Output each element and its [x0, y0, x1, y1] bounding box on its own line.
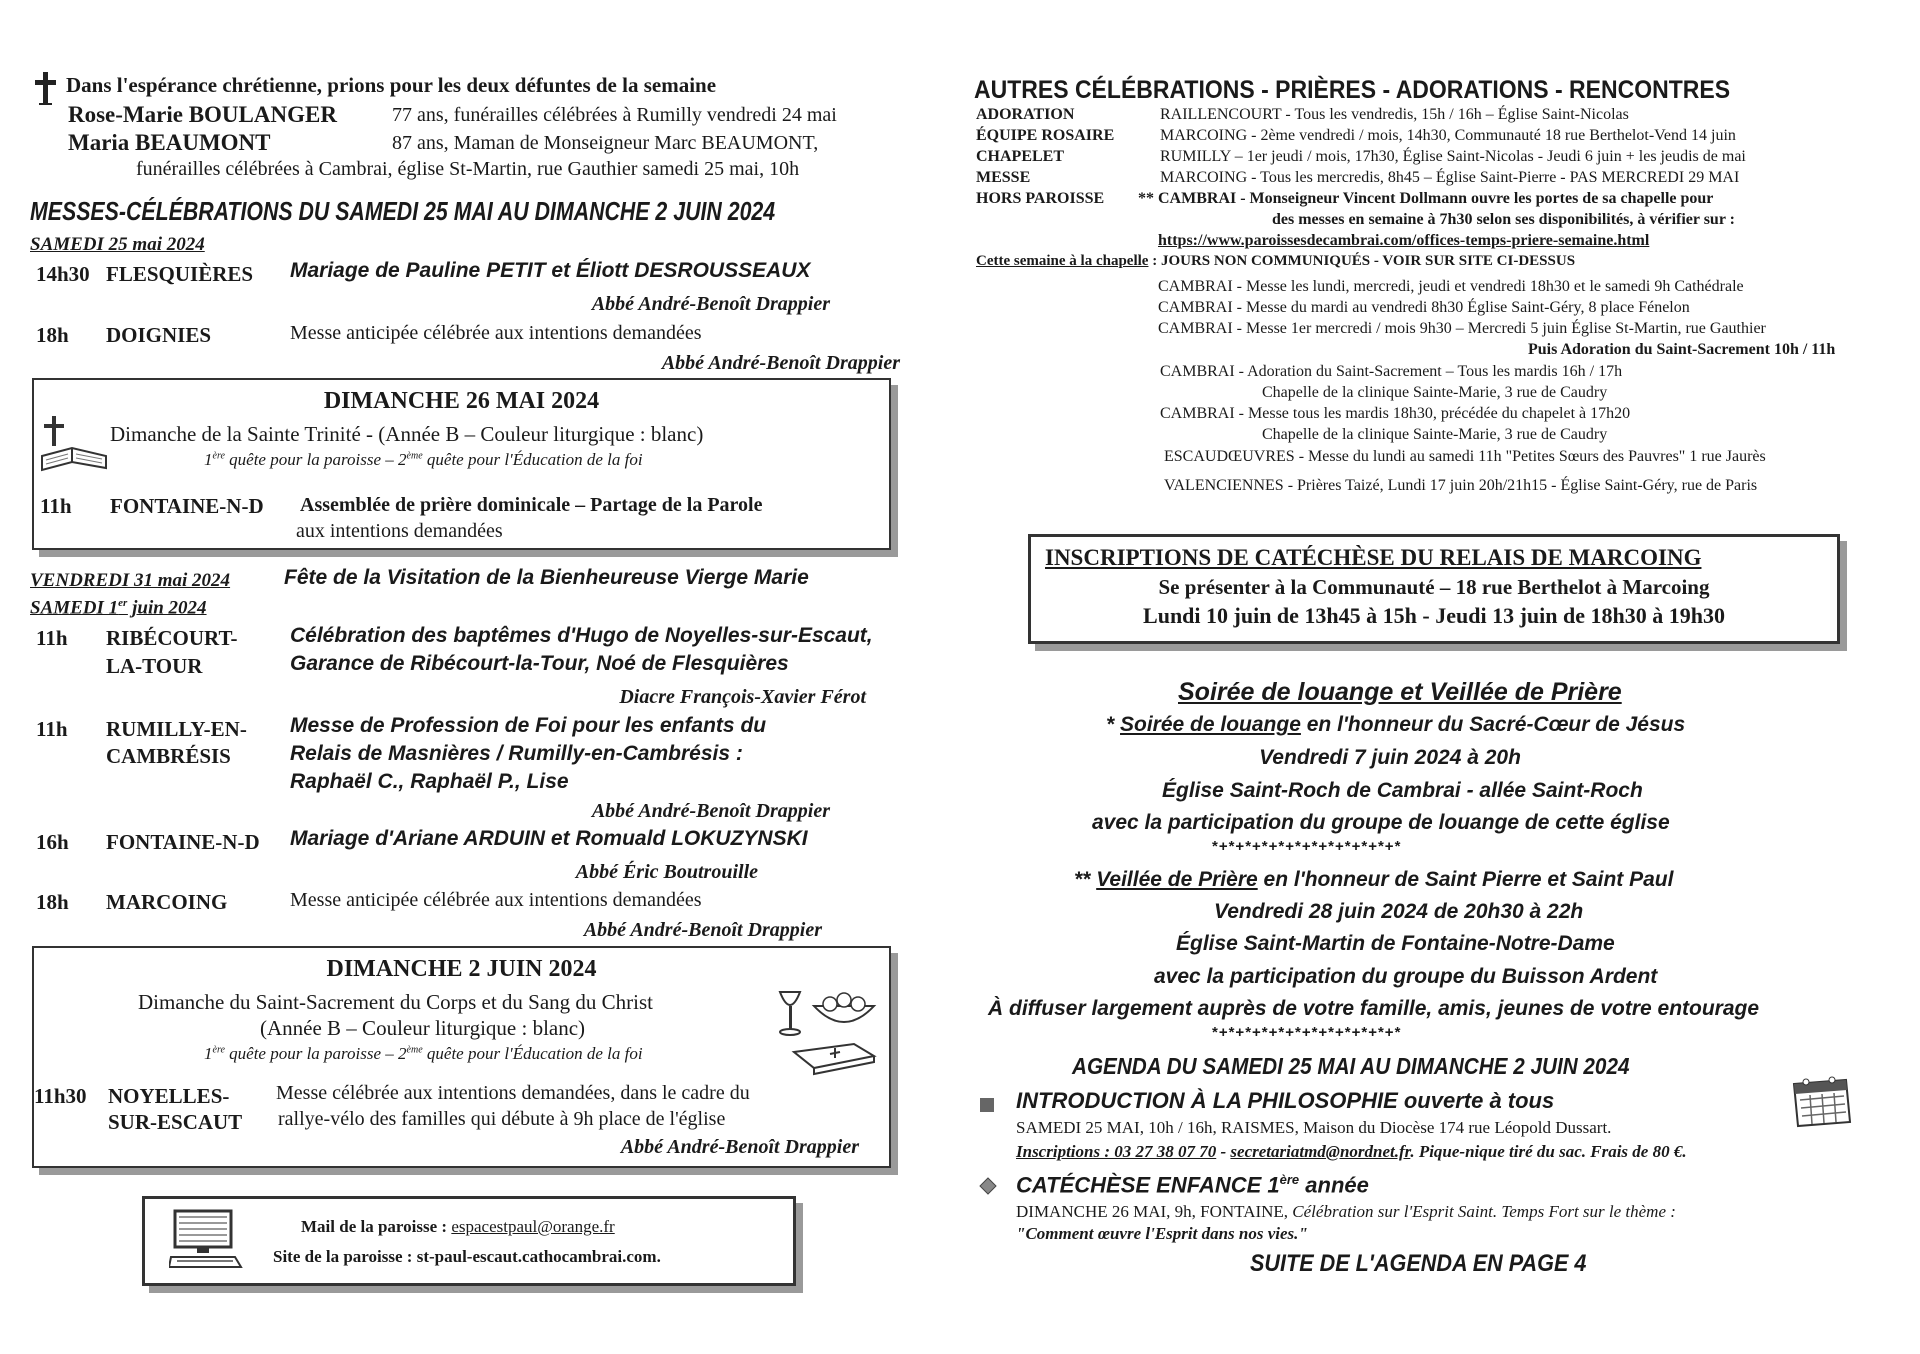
row-text: RAILLENCOURT - Tous les vendredis, 15h / 16h – Église Saint-Nicolas [1160, 106, 1629, 123]
dimanche-2-title: DIMANCHE 2 JUIN 2024 [326, 956, 597, 982]
event-time: 11h [40, 494, 72, 518]
cambrai-line: CAMBRAI - Messe du mardi au vendredi 8h30 Église Saint-Géry, 8 place Fénelon [1158, 299, 1690, 316]
cambrai-line: CAMBRAI - Messe les lundi, mercredi, jeudi et vendredi 18h30 et le samedi 9h Cathédrale [1158, 278, 1744, 295]
event-time: 16h [36, 830, 69, 854]
dimanche-26-quete: 1ère quête pour la paroisse – 2ème quête pour l'Éducation de la foi [204, 450, 643, 469]
soiree-line-7: Église Saint-Martin de Fontaine-Notre-Dame [1176, 932, 1615, 955]
chalice-icon [774, 982, 884, 1078]
defunt-2-name: Maria BEAUMONT [68, 130, 271, 155]
inscriptions-title: INSCRIPTIONS DE CATÉCHÈSE DU RELAIS DE MARCOING [1045, 545, 1702, 570]
dimanche-26-sub: Dimanche de la Sainte Trinité - (Année B – Couleur liturgique : blanc) [110, 422, 704, 446]
event-desc-3: Raphaël C., Raphaël P., Lise [290, 770, 569, 793]
row-text: ** CAMBRAI - Monseigneur Vincent Dollmann ouvre les portes de sa chapelle pour [1138, 190, 1714, 207]
bullet-square-icon [980, 1098, 994, 1112]
event-place: MARCOING [106, 890, 228, 914]
event-time: 18h [36, 323, 69, 347]
event-desc: Mariage de Pauline PETIT et Éliott DESROUSSEAUX [290, 259, 811, 282]
soiree-line-3: Église Saint-Roch de Cambrai - allée Saint-Roch [1162, 779, 1643, 802]
event-desc: Messe de Profession de Foi pour les enfants du [290, 714, 767, 737]
sam25-date: SAMEDI 25 mai 2024 [30, 234, 205, 255]
event-time: 14h30 [36, 262, 90, 286]
event-place: RUMILLY-EN- [106, 717, 247, 741]
row-label: ADORATION [976, 106, 1075, 123]
cambrai-line: CAMBRAI - Messe tous les mardis 18h30, précédée du chapelet à 17h20 [1160, 405, 1631, 422]
event-desc: Mariage d'Ariane ARDUIN et Romuald LOKUZYNSKI [290, 827, 808, 850]
dimanche-26-box [32, 378, 891, 550]
event-desc-2: Relais de Masnières / Rumilly-en-Cambrésis : [290, 742, 743, 765]
dimanche-2-sub2: (Année B – Couleur liturgique : blanc) [260, 1016, 586, 1040]
dimanche-2-box [32, 946, 891, 1168]
event-celebrant: Abbé André-Benoît Drappier [620, 1136, 859, 1158]
inscriptions-box [1028, 534, 1840, 644]
soiree-title: Soirée de louange et Veillée de Prière [1178, 678, 1622, 706]
site-line: Site de la paroisse : st-paul-escaut.cathocambrai.com. [273, 1247, 661, 1266]
event-desc-2: Garance de Ribécourt-la-Tour, Noé de Flesquières [290, 652, 789, 675]
row-label: MESSE [976, 169, 1031, 186]
secretariat-mail-link[interactable]: secretariatmd@nordnet.fr [1230, 1142, 1411, 1161]
row-text: RUMILLY – 1er jeudi / mois, 17h30, Église Saint-Nicolas - Jeudi 6 juin + les jeudis de mai [1160, 148, 1746, 165]
hors-url[interactable]: https://www.paroissesdecambrai.com/offices-temps-priere-semaine.html [1158, 232, 1650, 249]
event-time: 18h [36, 890, 69, 914]
autres-title: AUTRES CÉLÉBRATIONS - PRIÈRES - ADORATIONS - RENCONTRES [974, 76, 1731, 104]
messes-title: MESSES-CÉLÉBRATIONS DU SAMEDI 25 MAI AU DIMANCHE 2 JUIN 2024 [30, 196, 776, 226]
event-celebrant: Abbé André-Benoît Drappier [591, 800, 830, 822]
agenda-item-2-quote: "Comment œuvre l'Esprit dans nos vies." [1016, 1224, 1308, 1243]
chapelle-line: Cette semaine à la chapelle : JOURS NON COMMUNIQUÉS - VOIR SUR SITE CI-DESSUS [976, 253, 1576, 269]
cambrai-line: Chapelle de la clinique Sainte-Marie, 3 rue de Caudry [1262, 426, 1608, 443]
agenda-item-2-title: CATÉCHÈSE ENFANCE 1ère année [1016, 1172, 1369, 1198]
event-place: DOIGNIES [106, 323, 212, 347]
defunt-1-name: Rose-Marie BOULANGER [68, 102, 337, 127]
computer-icon [169, 1207, 249, 1273]
dimanche-2-quete: 1ère quête pour la paroisse – 2ème quête pour l'Éducation de la foi [204, 1044, 643, 1063]
cambrai-line: VALENCIENNES - Prières Taizé, Lundi 17 juin 20h/21h15 - Église Saint-Géry, rue de Paris [1164, 477, 1758, 494]
soiree-line-4: avec la participation du groupe de louange de cette église [1092, 811, 1670, 834]
defunt-1-text: 77 ans, funérailles célébrées à Rumilly vendredi 24 mai [392, 104, 837, 126]
row-label: CHAPELET [976, 148, 1065, 165]
bible-icon [38, 412, 110, 478]
event-time: 11h [36, 717, 68, 741]
mail-line: Mail de la paroisse : espacestpaul@orange.fr [301, 1217, 615, 1236]
event-celebrant: Diacre François-Xavier Férot [619, 686, 866, 708]
cambrai-line: Puis Adoration du Saint-Sacrement 10h / 11h [1528, 341, 1836, 358]
event-celebrant: Abbé André-Benoît Drappier [591, 293, 830, 315]
event-place: NOYELLES- [108, 1084, 230, 1108]
agenda-title: AGENDA DU SAMEDI 25 MAI AU DIMANCHE 2 JUIN 2024 [1072, 1053, 1630, 1079]
dimanche-26-title: DIMANCHE 26 MAI 2024 [323, 388, 600, 414]
soiree-line-1: * Soirée de louange en l'honneur du Sacré-Cœur de Jésus [1106, 713, 1686, 736]
soiree-stars-2: *+*+*+*+*+*+*+*+*+*+*+* [1212, 1024, 1402, 1041]
row-text: MARCOING - 2ème vendredi / mois, 14h30, Communauté 18 rue Berthelot-Vend 14 juin [1160, 127, 1736, 144]
event-place: FLESQUIÈRES [106, 262, 254, 286]
event-celebrant: Abbé Éric Boutrouille [575, 861, 758, 883]
sam1-date: SAMEDI 1er juin 2024 [30, 597, 207, 619]
agenda-item-1-line: SAMEDI 25 MAI, 10h / 16h, RAISMES, Maison du Diocèse 174 rue Léopold Dussart. [1016, 1118, 1612, 1137]
event-desc: Messe anticipée célébrée aux intentions demandées [290, 322, 702, 344]
contact-box [142, 1196, 796, 1286]
event-desc: Assemblée de prière dominicale – Partage de la Parole [300, 494, 763, 516]
dimanche-2-sub1: Dimanche du Saint-Sacrement du Corps et du Sang du Christ [138, 990, 654, 1014]
defunt-2-text: 87 ans, Maman de Monseigneur Marc BEAUMONT, [392, 132, 819, 154]
event-desc: Messe célébrée aux intentions demandées, dans le cadre du [276, 1082, 750, 1104]
cross-icon [33, 70, 59, 106]
bullet-diamond-icon [978, 1176, 998, 1196]
event-place: FONTAINE-N-D [110, 494, 264, 518]
event-desc: Célébration des baptêmes d'Hugo de Noyelles-sur-Escaut, [290, 624, 873, 647]
event-desc: Messe anticipée célébrée aux intentions demandées [290, 889, 702, 911]
soiree-line-2: Vendredi 7 juin 2024 à 20h [1259, 746, 1521, 769]
event-place: RIBÉCOURT- [106, 626, 238, 650]
mail-link[interactable]: espacestpaul@orange.fr [451, 1217, 615, 1236]
defunts-intro: Dans l'espérance chrétienne, prions pour les deux défuntes de la semaine [66, 73, 717, 97]
event-desc-2: rallye-vélo des familles qui débute à 9h place de l'église [278, 1108, 726, 1130]
row-label: HORS PAROISSE [976, 190, 1105, 207]
soiree-line-5: ** Veillée de Prière en l'honneur de Saint Pierre et Saint Paul [1074, 868, 1674, 891]
soiree-stars: *+*+*+*+*+*+*+*+*+*+*+* [1212, 838, 1402, 855]
ven31-fete: Fête de la Visitation de la Bienheureuse Vierge Marie [284, 566, 809, 589]
soiree-line-8: avec la participation du groupe du Buisson Ardent [1154, 965, 1658, 988]
cambrai-line: CAMBRAI - Messe 1er mercredi / mois 9h30 – Mercredi 5 juin Église St-Martin, rue Gauthier [1158, 320, 1766, 337]
event-celebrant: Abbé André-Benoît Drappier [583, 919, 822, 941]
calendar-icon [1786, 1074, 1858, 1132]
inscriptions-line1: Se présenter à la Communauté – 18 rue Berthelot à Marcoing [1158, 575, 1710, 599]
agenda-item-2-line: DIMANCHE 26 MAI, 9h, FONTAINE, Célébration sur l'Esprit Saint. Temps Fort sur le thème : [1016, 1202, 1676, 1221]
cambrai-line: Chapelle de la clinique Sainte-Marie, 3 rue de Caudry [1262, 384, 1608, 401]
event-place: FONTAINE-N-D [106, 830, 260, 854]
event-time: 11h [36, 626, 68, 650]
event-place-2: SUR-ESCAUT [108, 1110, 243, 1134]
event-desc-2: aux intentions demandées [296, 520, 503, 542]
defunt-2-text2: funérailles célébrées à Cambrai, église St-Martin, rue Gauthier samedi 25 mai, 10h [136, 158, 800, 180]
event-celebrant: Abbé André-Benoît Drappier [661, 352, 900, 374]
row-label: ÉQUIPE ROSAIRE [976, 127, 1115, 144]
agenda-item-1-title: INTRODUCTION À LA PHILOSOPHIE ouverte à tous [1016, 1088, 1555, 1113]
suite-agenda: SUITE DE L'AGENDA EN PAGE 4 [1250, 1250, 1587, 1277]
soiree-line-6: Vendredi 28 juin 2024 de 20h30 à 22h [1214, 900, 1584, 923]
site-link[interactable]: st-paul-escaut.cathocambrai.com. [416, 1247, 661, 1266]
inscriptions-line2: Lundi 10 juin de 13h45 à 15h - Jeudi 13 juin de 18h30 à 19h30 [1143, 603, 1725, 628]
cambrai-line: ESCAUDŒUVRES - Messe du lundi au samedi 11h "Petites Sœurs des Pauvres" 1 rue Jaurès [1164, 448, 1766, 465]
event-place-2: LA-TOUR [106, 654, 203, 678]
cambrai-line: CAMBRAI - Adoration du Saint-Sacrement – Tous les mardis 16h / 17h [1160, 363, 1623, 380]
event-place-2: CAMBRÉSIS [106, 744, 231, 768]
event-time: 11h30 [34, 1084, 87, 1108]
soiree-line-9: À diffuser largement auprès de votre famille, amis, jeunes de votre entourage [988, 997, 1760, 1020]
row-text: MARCOING - Tous les mercredis, 8h45 – Église Saint-Pierre - PAS MERCREDI 29 MAI [1160, 169, 1740, 186]
agenda-item-1-insc: Inscriptions : 03 27 38 07 70 - secretariatmd@nordnet.fr. Pique-nique tiré du sac. Frais de 80 €. [1016, 1142, 1687, 1161]
hors-line-2: des messes en semaine à 7h30 selon ses disponibilités, à vérifier sur : [1272, 211, 1735, 228]
ven31-date: VENDREDI 31 mai 2024 [30, 570, 231, 591]
